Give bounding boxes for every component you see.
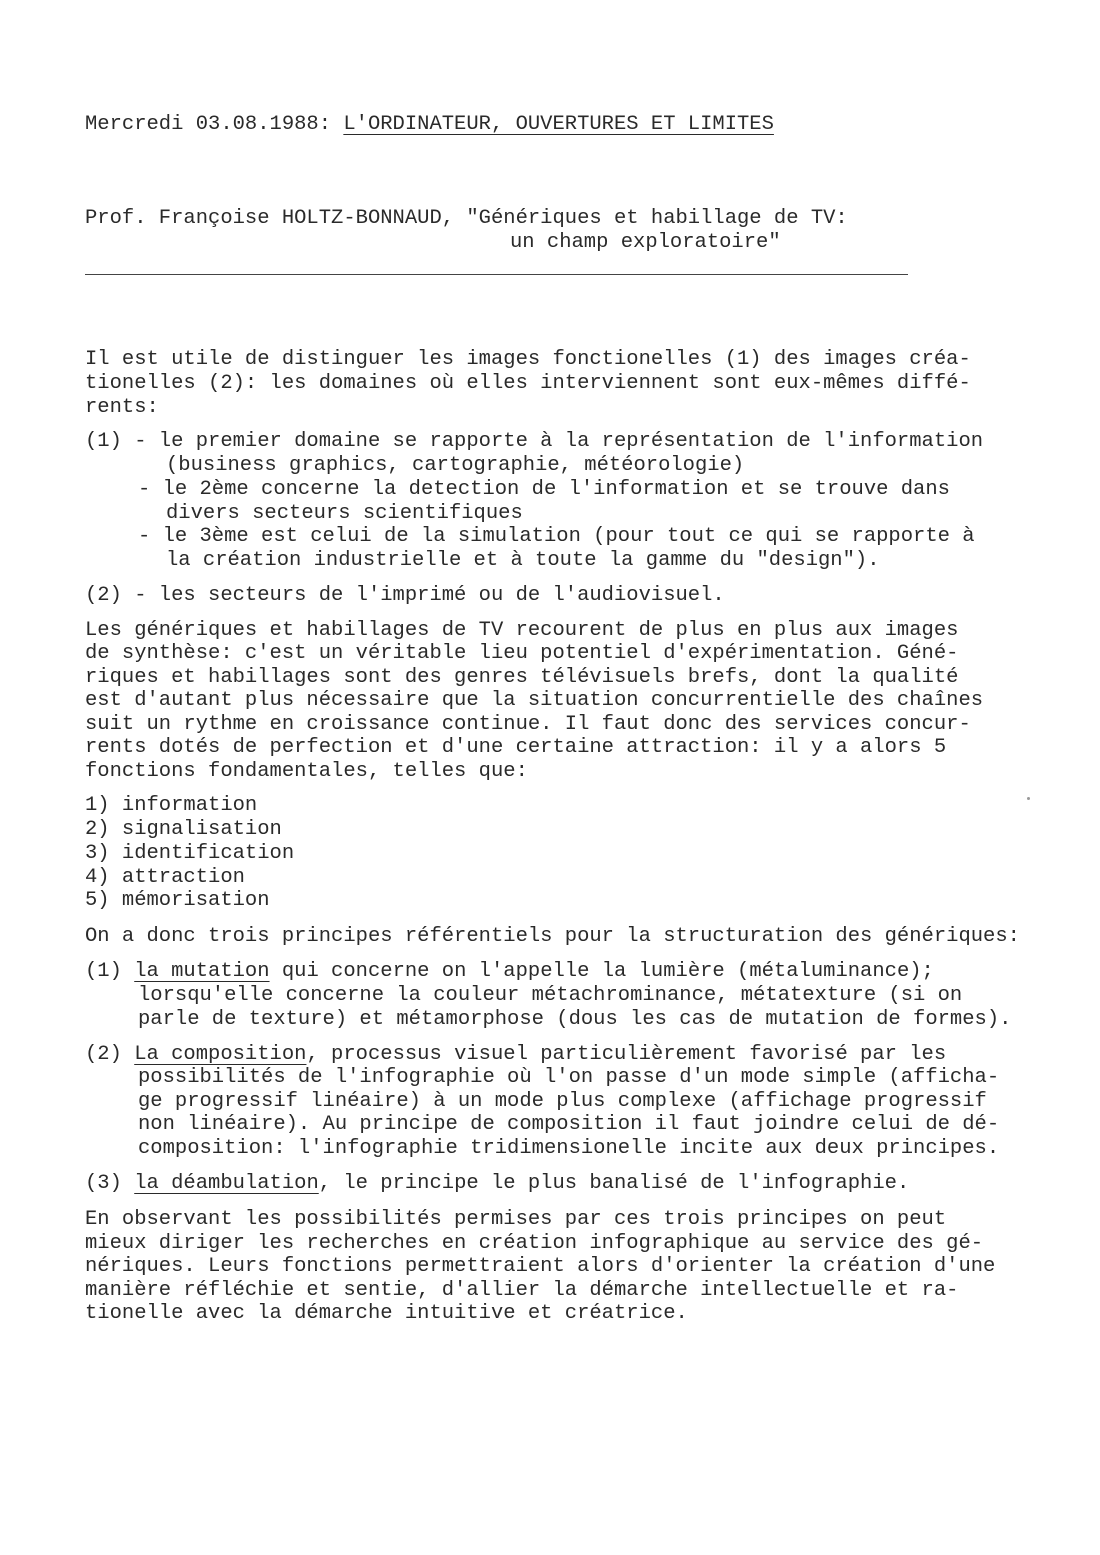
- para2-line-3: riques et habillages sont des genres télévisuels brefs, dont la qualité: [85, 666, 959, 689]
- session-date: Mercredi 03.08.1988:: [85, 113, 344, 136]
- principle-2-line-5: composition: l'infographie tridimensionelle incite aux deux principes.: [138, 1137, 1000, 1160]
- conclusion-line-3: nériques. Leurs fonctions permettraient alors d'orienter la création d'une: [85, 1255, 996, 1278]
- principle-1-line-3: parle de texture) et métamorphose (dous les cas de mutation de formes).: [138, 1008, 1012, 1031]
- domain-1-line-1: (1) - le premier domaine se rapporte à la représentation de l'information: [85, 430, 984, 453]
- principle-3-term: la déambulation: [134, 1172, 319, 1195]
- intro-line-1: Il est utile de distinguer les images fonctionelles (1) des images créa-: [85, 348, 971, 371]
- para2-line-4: est d'autant plus nécessaire que la situation concurrentielle des chaînes: [85, 689, 984, 712]
- principle-1-term: la mutation: [134, 960, 270, 983]
- principle-2-number: (2): [85, 1043, 135, 1066]
- function-item: 1) information: [85, 794, 258, 817]
- para2-line-2: de synthèse: c'est un véritable lieu potentiel d'expérimentation. Géné-: [85, 642, 959, 665]
- talk-title-continuation: un champ exploratoire": [510, 231, 781, 254]
- principle-2-line-3: ge progressif linéaire) à un mode plus complexe (affichage progressif: [138, 1090, 987, 1113]
- principle-2-line-4: non linéaire). Au principe de composition il faut joindre celui de dé-: [138, 1113, 1000, 1136]
- principle-3-line-1: [85, 1172, 909, 1196]
- function-item: 4) attraction: [85, 866, 245, 889]
- conclusion-line-4: manière réfléchie et sentie, d'allier la démarche intellectuelle et ra-: [85, 1279, 959, 1302]
- para2-line-1: Les génériques et habillages de TV recourent de plus en plus aux images: [85, 619, 959, 642]
- principle-2-term: La composition: [134, 1043, 307, 1066]
- conclusion-line-5: tionelle avec la démarche intuitive et créatrice.: [85, 1302, 688, 1325]
- intro-line-2: tionelles (2): les domaines où elles interviennent sont eux-mêmes diffé-: [85, 372, 971, 395]
- function-item: 2) signalisation: [85, 818, 282, 841]
- scan-speck: [1027, 797, 1030, 800]
- domain-2-line: (2) - les secteurs de l'imprimé ou de l'audiovisuel.: [85, 584, 725, 607]
- principle-2-line-1: [85, 1043, 946, 1067]
- domain-1-line-3: - le 2ème concerne la detection de l'information et se trouve dans: [138, 478, 950, 501]
- principle-1-line-1: [85, 960, 934, 984]
- principles-intro: On a donc trois principes référentiels pour la structuration des génériques:: [85, 925, 1020, 948]
- function-item: 5) mémorisation: [85, 889, 270, 912]
- principle-1-text: qui concerne on l'appelle la lumière (métaluminance);: [269, 960, 934, 983]
- session-title: L'ORDINATEUR, OUVERTURES ET LIMITES: [343, 113, 774, 136]
- conclusion-line-1: En observant les possibilités permises par ces trois principes on peut: [85, 1208, 947, 1231]
- principle-1-number: (1): [85, 960, 135, 983]
- function-item: 3) identification: [85, 842, 295, 865]
- header-divider: [85, 274, 908, 275]
- speaker-line: Prof. Françoise HOLTZ-BONNAUD, "Génériques et habillage de TV:: [85, 207, 848, 230]
- domain-1-line-4: divers secteurs scientifiques: [166, 502, 523, 525]
- intro-line-3: rents:: [85, 396, 159, 419]
- conclusion-line-2: mieux diriger les recherches en création infographique au service des gé-: [85, 1232, 984, 1255]
- principle-3-number: (3): [85, 1172, 135, 1195]
- principle-1-line-2: lorsqu'elle concerne la couleur métachrominance, métatexture (si on: [138, 984, 963, 1007]
- para2-line-6: rents dotés de perfection et d'une certaine attraction: il y a alors 5: [85, 736, 947, 759]
- domain-1-line-6: la création industrielle et à toute la gamme du "design").: [166, 549, 880, 572]
- para2-line-5: suit un rythme en croissance continue. Il faut donc des services concur-: [85, 713, 971, 736]
- domain-1-line-5: - le 3ème est celui de la simulation (pour tout ce qui se rapporte à: [138, 525, 975, 548]
- para2-line-7: fonctions fondamentales, telles que:: [85, 760, 528, 783]
- session-date-line: [85, 113, 774, 137]
- principle-3-text: , le principe le plus banalisé de l'infographie.: [318, 1172, 910, 1195]
- domain-1-line-2: (business graphics, cartographie, météorologie): [166, 454, 745, 477]
- principle-2-text: , processus visuel particulièrement favorisé par les: [306, 1043, 947, 1066]
- principle-2-line-2: possibilités de l'infographie où l'on passe d'un mode simple (afficha-: [138, 1066, 1000, 1089]
